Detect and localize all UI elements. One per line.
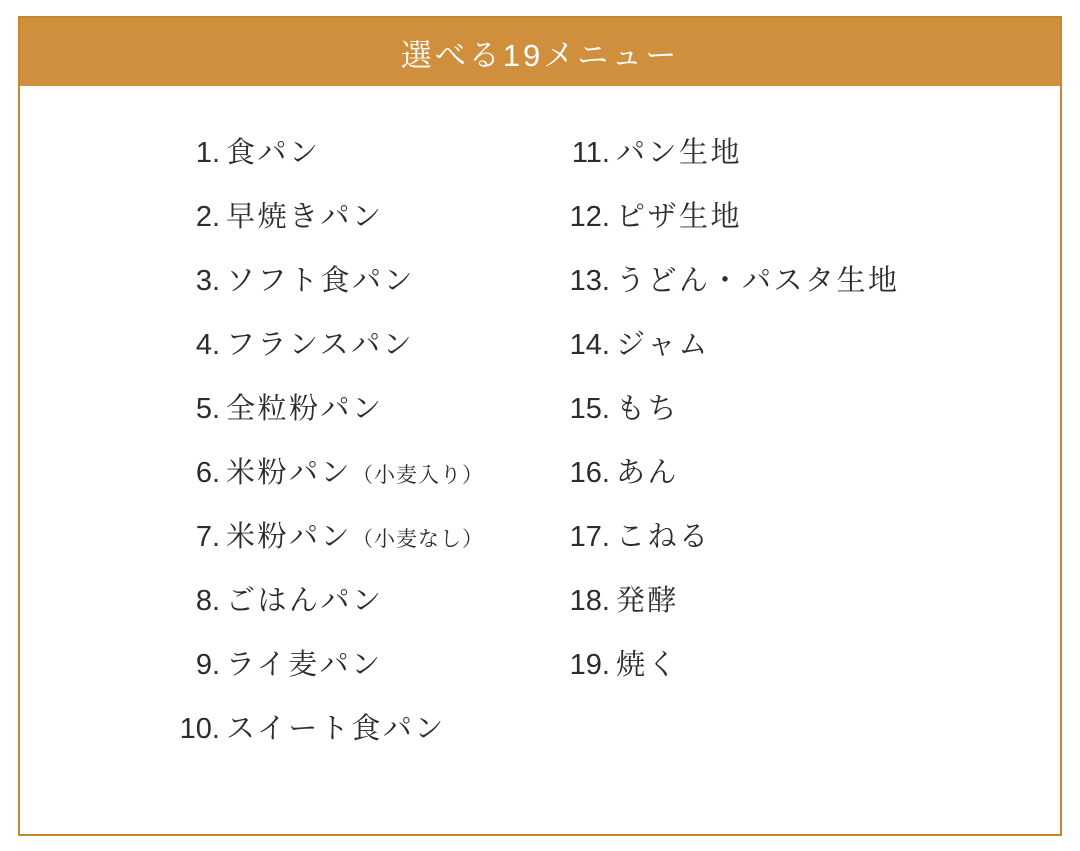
list-item-number: 7. [195,521,220,553]
list-item-number: 16. [569,457,610,489]
list-item [168,194,558,258]
list-item [168,642,558,706]
list-item [168,706,558,770]
list-item-label: 早焼きパン [226,201,384,233]
list-item-note: （小麦なし） [352,528,485,551]
list-item-label: ごはんパン [226,585,384,617]
list-item-number: 9. [195,649,220,681]
list-item [168,386,558,450]
list-item-number: 14. [569,329,610,361]
list-item-note: （小麦入り） [352,464,485,487]
list-item-label: ピザ生地 [616,201,743,233]
list-item-label: こねる [616,521,711,553]
panel-header [20,18,1060,86]
list-item-number: 12. [569,201,610,233]
list-item [558,130,978,194]
list-item-label: 食パン [226,137,321,169]
list-item-label: パン生地 [616,137,743,169]
list-item-number: 3. [195,265,220,297]
list-item-label: 米粉パン [226,457,353,489]
list-item-number: 1. [195,137,220,169]
list-item-label: 米粉パン [226,521,353,553]
list-item [168,450,558,514]
list-item [558,450,978,514]
list-item-label: あん [616,457,680,489]
list-item [558,386,978,450]
list-item-number: 2. [195,201,220,233]
list-item [558,642,978,706]
list-item-number: 4. [195,329,220,361]
list-item [168,514,558,578]
list-item-number: 17. [569,521,610,553]
list-item [168,130,558,194]
list-item [558,258,978,322]
list-item-label: フランスパン [226,329,415,361]
list-item-label: ソフト食パン [226,265,416,297]
list-item [558,514,978,578]
list-item-label: ライ麦パン [226,649,383,681]
list-item-label: ジャム [616,329,710,361]
list-item-number: 8. [195,585,220,617]
list-item [168,578,558,642]
list-item-label: 発酵 [616,585,680,617]
list-item-label: うどん・パスタ生地 [616,265,900,297]
list-item [558,578,978,642]
panel-body [20,86,1060,834]
list-item [558,194,978,258]
list-item-number: 6. [195,457,220,489]
page-title: 選べる19メニュー [400,37,680,73]
list-item-label: スイート食パン [226,713,446,745]
list-item-number: 18. [569,585,610,617]
list-item [168,322,558,386]
list-item-label: もち [616,393,680,425]
list-item-number: 5. [195,393,220,425]
menu-column-left [168,130,558,770]
list-item [168,258,558,322]
list-item-number: 13. [569,265,610,297]
list-item-label: 焼く [616,649,680,681]
list-item-number: 15. [569,393,610,425]
list-item-number: 11. [571,137,610,169]
list-item [558,322,978,386]
menu-panel [18,16,1062,836]
menu-columns [20,130,1060,770]
list-item-label: 全粒粉パン [226,393,384,425]
list-item-number: 10. [179,713,220,745]
menu-column-right [558,130,978,770]
list-item-number: 19. [569,649,610,681]
